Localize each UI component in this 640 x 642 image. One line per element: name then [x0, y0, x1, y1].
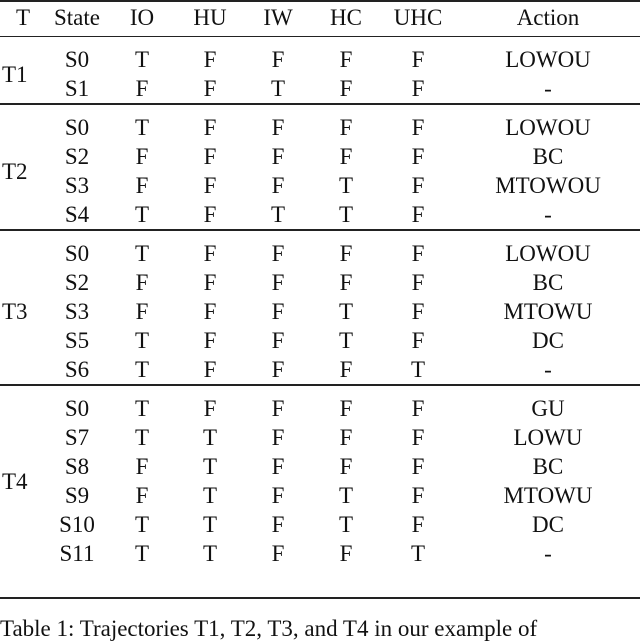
cell-action: LOWOU	[456, 230, 640, 268]
table-row	[0, 481, 640, 510]
cell-io: F	[135, 270, 149, 295]
cell-action: LOWOU	[456, 104, 640, 142]
cell-iw: T	[270, 76, 286, 101]
cell-uhc: F	[411, 425, 425, 450]
cell-hu: F	[203, 76, 217, 101]
cell-action: -	[544, 202, 552, 227]
header-hc: HC	[312, 0, 380, 37]
cell-hc: F	[339, 76, 353, 101]
cell-io: T	[134, 357, 150, 382]
trajectory-group	[0, 230, 640, 385]
cell-io: T	[134, 541, 150, 566]
cell-state: S0	[46, 385, 108, 423]
cell-hc: F	[339, 454, 353, 479]
table-row	[0, 104, 640, 142]
cell-hc: T	[338, 299, 354, 324]
cell-iw: F	[271, 47, 285, 72]
cell-iw: F	[271, 425, 285, 450]
cell-action: BC	[532, 454, 564, 479]
table-caption: Table 1: Trajectories T1, T2, T3, and T4 in our example of	[0, 616, 538, 641]
cell-uhc: F	[411, 299, 425, 324]
cell-iw: F	[271, 483, 285, 508]
table-row	[0, 268, 640, 297]
cell-hu: F	[203, 270, 217, 295]
trajectory-label: T1	[2, 61, 28, 87]
cell-io: T	[134, 47, 150, 72]
cell-hu: T	[202, 541, 218, 566]
cell-state: S1	[64, 76, 90, 101]
cell-hu: F	[176, 104, 244, 142]
cell-io: T	[134, 328, 150, 353]
cell-uhc: F	[411, 202, 425, 227]
cell-action: -	[544, 357, 552, 382]
cell-state: S0	[64, 47, 90, 72]
cell-state: S10	[59, 512, 95, 537]
cell-hc: T	[338, 173, 354, 198]
header-row	[0, 0, 640, 37]
cell-io: T	[134, 425, 150, 450]
cell-hu: F	[176, 230, 244, 268]
cell-uhc: F	[411, 144, 425, 169]
table-row	[0, 200, 640, 230]
table-row	[0, 297, 640, 326]
header-hu: HU	[176, 0, 244, 37]
cell-hu: F	[203, 47, 217, 72]
cell-action: GU	[456, 385, 640, 423]
trajectory-label: T3	[0, 230, 46, 385]
cell-io: T	[108, 104, 176, 142]
cell-hc: F	[339, 144, 353, 169]
cell-action: LOWU	[513, 425, 583, 450]
cell-io: F	[135, 454, 149, 479]
cell-state: S3	[64, 299, 90, 324]
cell-hu: T	[202, 483, 218, 508]
cell-state: S5	[64, 328, 90, 353]
cell-io: F	[135, 144, 149, 169]
cell-io: T	[134, 202, 150, 227]
cell-hc: F	[312, 230, 380, 268]
cell-iw: F	[271, 328, 285, 353]
trajectory-group	[0, 37, 640, 105]
cell-iw: F	[244, 104, 312, 142]
cell-hu: F	[203, 144, 217, 169]
table-row	[0, 539, 640, 568]
header-t: T	[0, 0, 46, 37]
cell-hc: F	[312, 385, 380, 423]
cell-hc: F	[339, 47, 353, 72]
cell-state: S7	[64, 425, 90, 450]
cell-action: LOWOU	[505, 47, 591, 72]
header-iw: IW	[244, 0, 312, 37]
cell-state: S2	[64, 270, 90, 295]
table-row	[0, 230, 640, 268]
cell-state: S6	[64, 357, 90, 382]
cell-uhc: F	[380, 385, 456, 423]
cell-state: S9	[64, 483, 90, 508]
cell-iw: F	[271, 357, 285, 382]
cell-action: DC	[532, 512, 564, 537]
cell-hu: F	[203, 357, 217, 382]
cell-io: T	[134, 512, 150, 537]
cell-iw: F	[271, 454, 285, 479]
cell-state: S4	[64, 202, 90, 227]
trajectory-group	[0, 385, 640, 568]
cell-hc: T	[338, 512, 354, 537]
cell-iw: F	[271, 270, 285, 295]
cell-uhc: F	[380, 230, 456, 268]
cell-uhc: T	[410, 541, 426, 566]
cell-io: T	[108, 385, 176, 423]
cell-hu: F	[203, 202, 217, 227]
cell-action: MTOWU	[503, 483, 593, 508]
cell-iw: F	[271, 299, 285, 324]
cell-hu: F	[176, 385, 244, 423]
cell-io: F	[135, 76, 149, 101]
header-io: IO	[108, 0, 176, 37]
cell-action: BC	[532, 270, 564, 295]
cell-hu: F	[203, 173, 217, 198]
cell-hu: F	[203, 328, 217, 353]
trajectory-label: T2	[0, 104, 46, 230]
table-row	[0, 326, 640, 355]
cell-hc: F	[339, 357, 353, 382]
cell-state: S11	[59, 541, 95, 566]
cell-hc: F	[339, 541, 353, 566]
cell-state: S3	[64, 173, 90, 198]
cell-state: S2	[64, 144, 90, 169]
cell-uhc: F	[411, 47, 425, 72]
cell-iw: F	[271, 173, 285, 198]
cell-action: -	[544, 541, 552, 566]
table-row	[0, 510, 640, 539]
trajectory-group	[0, 104, 640, 230]
cell-hc: T	[338, 202, 354, 227]
cell-action: BC	[532, 144, 564, 169]
cell-hc: F	[339, 425, 353, 450]
cell-iw: F	[271, 512, 285, 537]
header-uhc: UHC	[380, 0, 456, 37]
cell-iw: F	[271, 541, 285, 566]
cell-iw: F	[244, 385, 312, 423]
table-row	[0, 385, 640, 423]
cell-uhc: F	[411, 76, 425, 101]
cell-hu: T	[202, 425, 218, 450]
cell-io: F	[135, 483, 149, 508]
table-row	[0, 142, 640, 171]
cell-hc: T	[338, 328, 354, 353]
cell-action: -	[544, 76, 552, 101]
cell-uhc: F	[411, 328, 425, 353]
cell-hu: T	[202, 454, 218, 479]
cell-uhc: T	[410, 357, 426, 382]
cell-io: T	[108, 230, 176, 268]
cell-uhc: F	[411, 483, 425, 508]
table-row	[0, 452, 640, 481]
cell-state: S0	[46, 230, 108, 268]
cell-hc: F	[339, 270, 353, 295]
cell-action: MTOWOU	[495, 173, 601, 198]
cell-iw: F	[244, 230, 312, 268]
cell-io: F	[135, 299, 149, 324]
header-action: Action	[456, 0, 640, 37]
table-header	[0, 0, 640, 37]
table-row	[0, 37, 640, 75]
trajectory-label: T4	[0, 385, 46, 568]
cell-state: S0	[46, 104, 108, 142]
cell-hc: F	[312, 104, 380, 142]
cell-uhc: F	[411, 173, 425, 198]
cell-state: S8	[64, 454, 90, 479]
cell-iw: T	[270, 202, 286, 227]
cell-hu: T	[202, 512, 218, 537]
table-row	[0, 423, 640, 452]
cell-hc: T	[338, 483, 354, 508]
cell-uhc: F	[411, 270, 425, 295]
cell-uhc: F	[411, 454, 425, 479]
cell-io: F	[135, 173, 149, 198]
header-state: State	[46, 0, 108, 37]
table-row	[0, 171, 640, 200]
cell-uhc: F	[380, 104, 456, 142]
cell-uhc: F	[411, 512, 425, 537]
cell-hu: F	[203, 299, 217, 324]
table-row	[0, 355, 640, 385]
bottom-rule	[0, 597, 640, 599]
cell-action: DC	[532, 328, 564, 353]
cell-iw: F	[271, 144, 285, 169]
table-row	[0, 74, 640, 104]
cell-action: MTOWU	[503, 299, 593, 324]
